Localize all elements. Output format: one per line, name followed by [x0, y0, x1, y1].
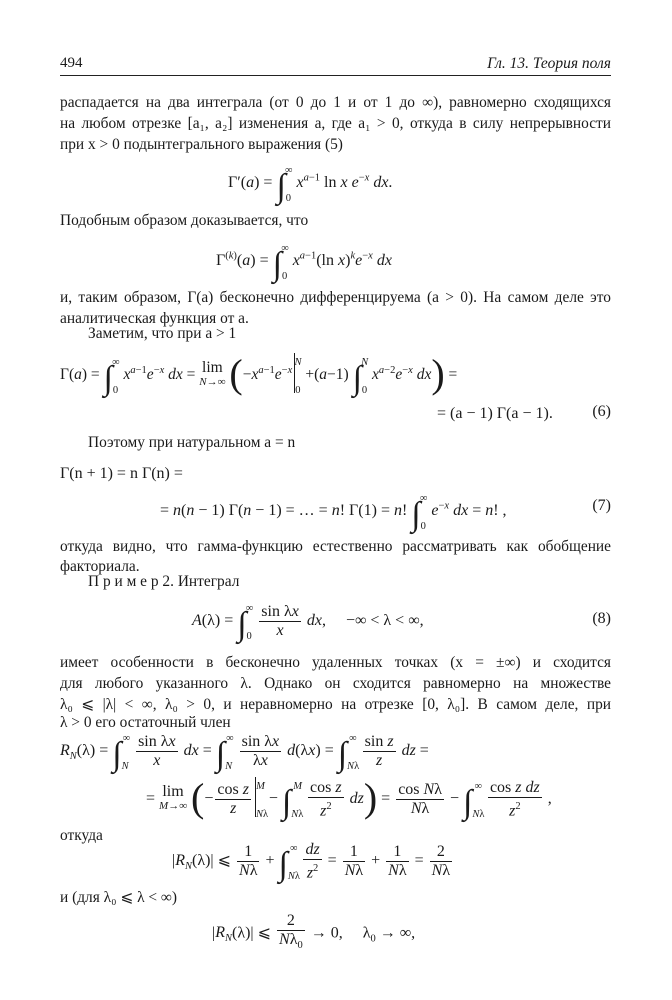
paragraph-line: на любом отрезке [a₁, a₂] изменения a, где a₁ > 0, откуда в силу непрерывности — [60, 115, 611, 132]
equation-number: (8) — [592, 610, 611, 627]
paragraph-line: λ₀ ⩽ |λ| < ∞, λ₀ > 0, и неравномерно на отрезке [0, λ₀]. В самом деле, при — [60, 696, 611, 713]
equation-gamma-integer-line1: Γ(n + 1) = n Γ(n) = — [60, 465, 183, 482]
paragraph-line: и, таким образом, Γ(a) бесконечно дифференцируема (a > 0). На самом деле это — [60, 289, 611, 306]
equation-gamma-kth-derivative: $\Gamma^{(k)}(a) = \int_0^\infty$ $x^{a-1}(\ln$ $x)^ke^{-x}$ dx — [216, 243, 392, 283]
paragraph-line: для любого указанного λ. Однако он сходится равномерно на множестве — [60, 675, 611, 692]
example-label: П р и м е р 2. — [88, 573, 174, 590]
paragraph-line: Подобным образом доказывается, что — [60, 212, 309, 229]
paragraph-line: при x > 0 подынтегрального выражения (5) — [60, 136, 343, 153]
example-heading — [88, 572, 239, 592]
equation-gamma-integer-line2: = n(n − 1) Γ(n − 1) = … = n! Γ(1) = n! $\int_0^\infty$ $e^{-x}$ dx = n! , — [160, 493, 507, 533]
equation-remainder-bound: $|R_N(\lambda)|$ ⩽ $\frac{1}{N\lambda}$ + $\int_{N\lambda}^\infty$ $\frac{dz}{z^2}$ = $\frac{1}{N\lambda}$ + $\frac{1}{N\lambda}$ = $\frac{2}{N\lambda}$ — [172, 840, 451, 883]
running-title: Гл. 13. Теория поля — [487, 55, 611, 72]
equation-gamma-recursion: $\Gamma(a) = \int_0^\infty$ $x^{a-1}e^{-x}$ dx = lim N→∞ ($-x^{a-1}e^{-x}_0^N +(a-1)$ $\int_0^N$ $x^{a-2}e^{-x}$ dx) = — [60, 351, 458, 397]
page-number: 494 — [60, 55, 83, 71]
paragraph-line: откуда — [60, 827, 103, 844]
example-word: Интеграл — [177, 573, 240, 590]
paragraph-line: λ > 0 его остаточный член — [60, 714, 231, 731]
paragraph-line: и (для λ₀ ⩽ λ < ∞) — [60, 889, 178, 906]
equation-number: (6) — [592, 403, 611, 420]
paragraph-line: Поэтому при натуральном a = n — [88, 434, 296, 451]
equation-dirichlet-integral: $A(\lambda) = \int_0^\infty$ $\frac{\text{sin λx}}{x}$ dx, −∞ < λ < ∞, — [192, 602, 424, 643]
paragraph-line: распадается на два интеграла (от 0 до 1 и от 1 до ∞), равномерно сходящихся — [60, 94, 611, 111]
equation-remainder-line1: $R_N(\lambda) = \int_N^\infty$ $\frac{\text{sin λx}}{x}$ dx = $\int_N^\infty$ $\frac{\text{sin λx}}{\lambda x}$ $d(\lambda x) = \int_{N\lambda}^\infty$ $\frac{\text{sin z}}{z}$ dz = — [60, 732, 429, 773]
equation-gamma-recursion-result: = (a − 1) Γ(a − 1). — [437, 405, 553, 422]
paragraph-line: аналитическая функция от a. — [60, 310, 249, 327]
paragraph-line: откуда видно, что гамма-функцию естественно рассматривать как обобщение — [60, 538, 611, 555]
page-body — [60, 0, 611, 1000]
equation-remainder-line2: = lim M→∞ (− $\frac{\text{cos z}}{z}$ $_{N\lambda}^M - \int_{N\lambda}^M$ $\frac{\text{cos z}}{z^2}$ dz) = $\frac{\text{cos Nλ}}{N\lambda}$ − $\int_{N\lambda}^\infty$ $\frac{\text{cos z dz}}{z^2}$ , — [146, 775, 552, 821]
paragraph-line: Заметим, что при a > 1 — [88, 325, 237, 342]
paragraph-line: факториала. — [60, 558, 140, 575]
equation-gamma-derivative: $\Gamma'(a) = \int_0^\infty$ $x^{a-1}$ ln x $e^{-x}$ dx. — [228, 165, 393, 205]
paragraph-line: имеет особенности в бесконечно удаленных точках (x = ±∞) и сходится — [60, 654, 611, 671]
equation-number: (7) — [592, 497, 611, 514]
equation-uniform-bound: $|R_N(\lambda)|$ ⩽ $\frac{2}{N\lambda_0}$ → 0, $\lambda_0$ → ∞, — [212, 912, 416, 952]
